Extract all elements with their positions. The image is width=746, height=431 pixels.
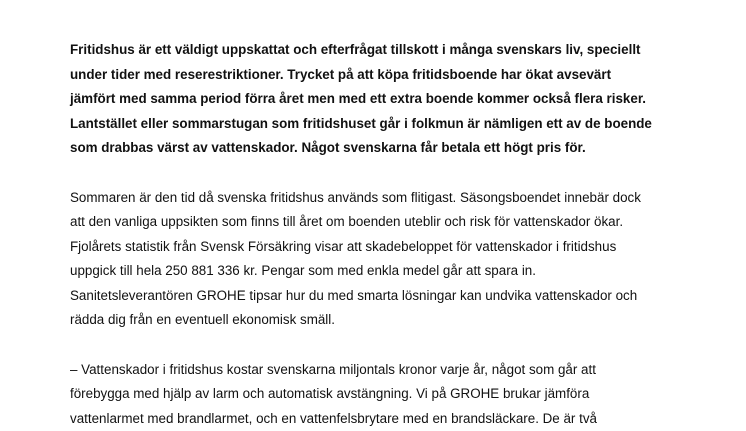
body-line: Fjolårets statistik från Svensk Försäkring visar att skadebeloppet för vattenskador i fritidshus xyxy=(70,235,680,260)
body-line: Sanitetsleverantören GROHE tipsar hur du med smarta lösningar kan undvika vattenskador och xyxy=(70,284,680,309)
paragraph-gap xyxy=(70,333,680,358)
lead-line: Fritidshus är ett väldigt uppskattat och efterfrågat tillskott i många svenskars liv, speciellt xyxy=(70,38,680,63)
body-line: – Vattenskador i fritidshus kostar svenskarna miljontals kronor varje år, något som går att xyxy=(70,358,680,383)
body-line: förebygga med hjälp av larm och automatisk avstängning. Vi på GROHE brukar jämföra xyxy=(70,382,680,407)
body-line: Sommaren är den tid då svenska fritidshus används som flitigast. Säsongsboendet innebär dock xyxy=(70,186,680,211)
body-line: uppgick till hela 250 881 336 kr. Pengar som med enkla medel går att spara in. xyxy=(70,259,680,284)
body-paragraph-3 xyxy=(70,358,680,431)
body-line: att den vanliga uppsikten som finns till året om boenden uteblir och risk för vattenskador ökar. xyxy=(70,210,680,235)
document-page xyxy=(70,38,680,431)
body-line: rädda dig från en eventuell ekonomisk smäll. xyxy=(70,308,680,333)
lead-line: jämfört med samma period förra året men med ett extra boende kommer också flera risker. xyxy=(70,87,680,112)
body-line: vattenlarmet med brandlarmet, och en vattenfelsbrytare med en brandsläckare. De är två xyxy=(70,407,680,431)
lead-line: som drabbas värst av vattenskador. Något svenskarna får betala ett högt pris för. xyxy=(70,136,680,161)
paragraph-gap xyxy=(70,161,680,186)
body-paragraph-2 xyxy=(70,186,680,333)
lead-line: under tider med reserestriktioner. Trycket på att köpa fritidsboende har ökat avsevärt xyxy=(70,63,680,88)
lead-paragraph xyxy=(70,38,680,161)
lead-line: Lantstället eller sommarstugan som fritidshuset går i folkmun är nämligen ett av de boende xyxy=(70,112,680,137)
